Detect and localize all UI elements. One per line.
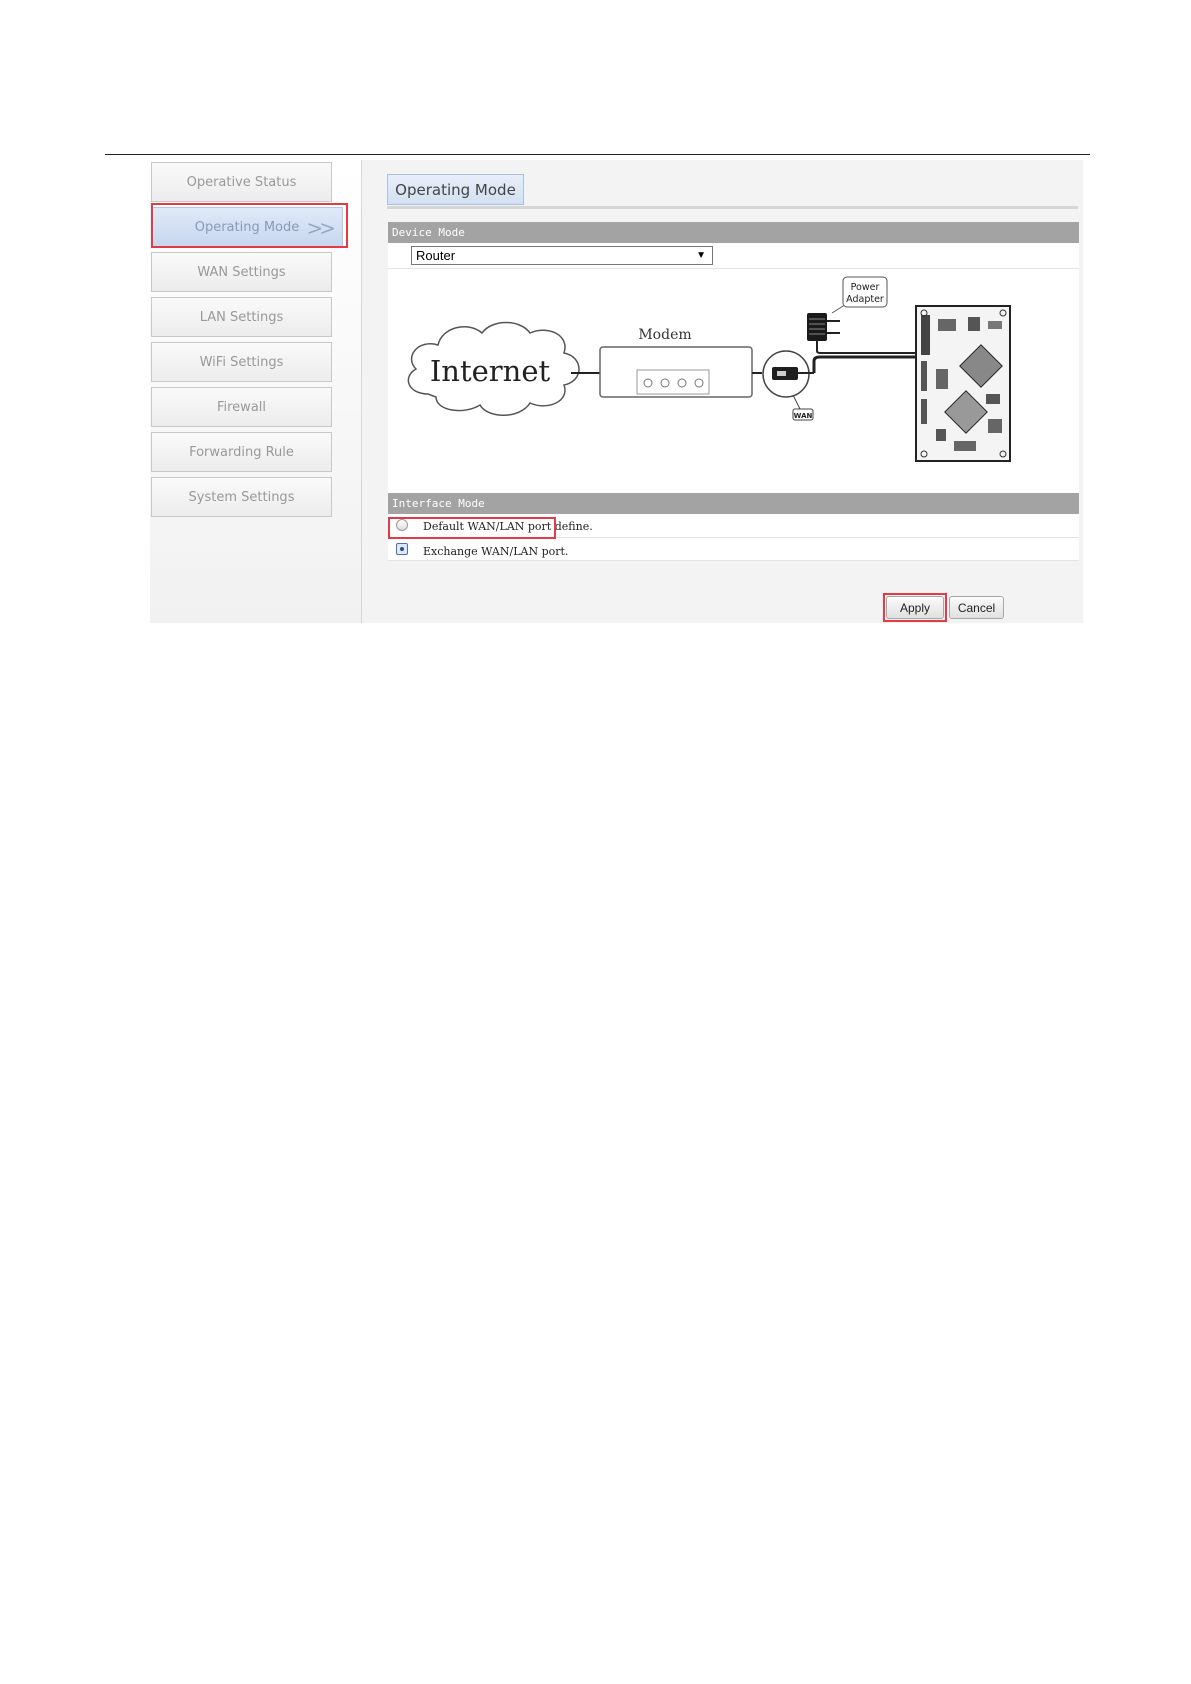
router-admin-screenshot: [150, 160, 1082, 623]
cable-wan-board: [814, 357, 920, 373]
sidebar-item-label: Forwarding Rule: [189, 444, 294, 460]
cancel-button[interactable]: Cancel: [949, 596, 1004, 619]
main-panel: [361, 160, 1083, 623]
interface-option-row[interactable]: [388, 514, 1079, 538]
internet-cloud-icon: [408, 323, 579, 416]
interface-mode-header: Interface Mode: [388, 493, 1079, 514]
tab-operating-mode[interactable]: [387, 174, 524, 205]
wan-port-icon: [763, 351, 814, 420]
radio-label: Exchange WAN/LAN port.: [423, 545, 569, 558]
apply-button[interactable]: Apply: [886, 596, 944, 619]
sidebar-item-label: WAN Settings: [197, 264, 286, 280]
sidebar-item-forwarding-rule[interactable]: [151, 432, 332, 472]
tab-label: Operating Mode: [395, 180, 516, 199]
dropdown-arrow-icon: ▼: [696, 250, 706, 261]
sidebar-item-label: Operating Mode: [194, 219, 300, 235]
interface-option-row[interactable]: [388, 538, 1079, 561]
modem-icon: [600, 327, 752, 397]
sidebar-item-operating-mode[interactable]: [151, 207, 343, 247]
device-mode-select-value: Router: [416, 248, 456, 263]
sidebar-item-system-settings[interactable]: [151, 477, 332, 517]
sidebar-item-wan-settings[interactable]: [151, 252, 332, 292]
radio-default-port[interactable]: [396, 519, 408, 531]
sidebar: [150, 160, 362, 623]
page-top-rule: [105, 154, 1090, 155]
sidebar-item-label: Operative Status: [186, 174, 297, 190]
sidebar-item-label: Firewall: [216, 399, 267, 415]
double-chevron-right-icon: >>: [306, 216, 332, 240]
sidebar-item-firewall[interactable]: [151, 387, 332, 427]
tab-underline: [387, 206, 1078, 209]
device-mode-row: [388, 243, 1079, 269]
sidebar-item-lan-settings[interactable]: [151, 297, 332, 337]
sidebar-item-operative-status[interactable]: [151, 162, 332, 202]
wan-label: WAN: [793, 412, 813, 420]
sidebar-item-label: WiFi Settings: [199, 354, 284, 370]
power-adapter-icon: [807, 277, 920, 353]
sidebar-item-label: System Settings: [188, 489, 295, 505]
network-diagram-area: [388, 269, 1079, 493]
device-mode-select[interactable]: [411, 246, 713, 265]
sidebar-item-label: LAN Settings: [199, 309, 284, 325]
router-board-icon: [916, 306, 1010, 461]
device-mode-header: Device Mode: [388, 222, 1079, 243]
radio-label: Default WAN/LAN port define.: [423, 520, 593, 533]
internet-label: Internet: [429, 354, 551, 388]
radio-exchange-port[interactable]: [396, 543, 408, 555]
sidebar-item-wifi-settings[interactable]: [151, 342, 332, 382]
power-label-line1: Power: [850, 282, 880, 293]
power-label-line2: Adapter: [846, 294, 884, 305]
modem-label: Modem: [638, 327, 692, 343]
network-diagram: [388, 269, 1079, 493]
